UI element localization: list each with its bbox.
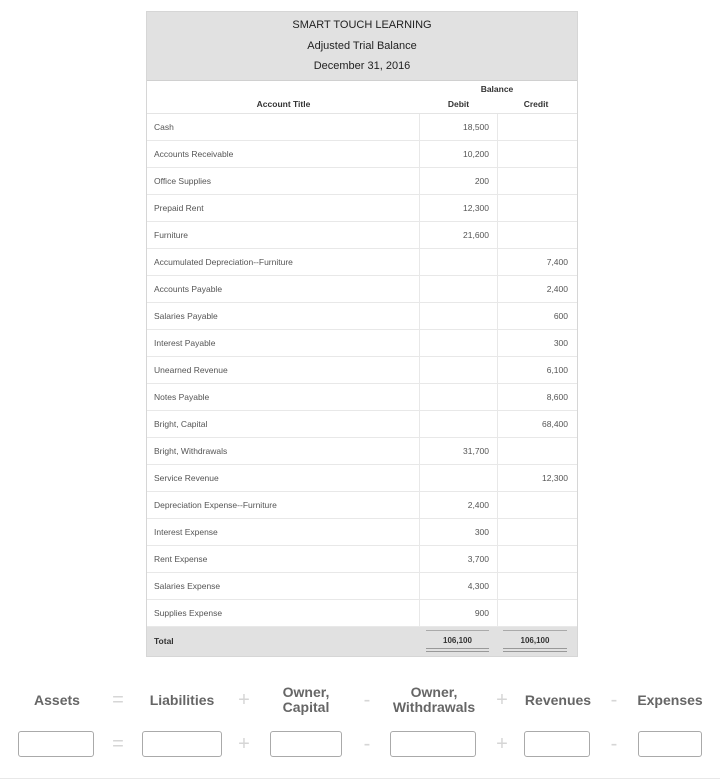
table-row (147, 195, 577, 222)
liabilities-input[interactable] (142, 731, 222, 757)
credit-amount: 12,300 (542, 472, 568, 483)
total-credit: 106,100 (520, 635, 550, 645)
table-row (147, 438, 577, 465)
minus-sign: - (610, 689, 618, 711)
plus-sign: + (238, 733, 250, 755)
credit-amount (498, 438, 576, 464)
owner-withdrawals-label: Owner, Withdrawals (392, 684, 476, 715)
debit-amount (420, 249, 498, 275)
account-name: Accounts Receivable (147, 141, 420, 167)
report-date: December 31, 2016 (313, 60, 411, 72)
balance-header: Balance (480, 83, 514, 94)
account-name: Bright, Capital (147, 411, 420, 437)
assets-label: Assets (34, 692, 80, 708)
account-name: Interest Expense (147, 519, 420, 545)
credit-amount: 7,400 (546, 256, 568, 267)
plus-sign: + (238, 689, 250, 711)
expenses-input[interactable] (638, 731, 702, 757)
debit-amount: 4,300 (420, 573, 498, 599)
table-row (147, 276, 577, 303)
account-name: Rent Expense (147, 546, 420, 572)
table-row (147, 141, 577, 168)
account-name: Supplies Expense (147, 600, 420, 626)
adjusted-trial-balance (146, 11, 578, 657)
table-row (147, 303, 577, 330)
debit-amount: 10,200 (420, 141, 498, 167)
debit-amount: 3,700 (420, 546, 498, 572)
table-row (147, 114, 577, 141)
debit-amount (420, 384, 498, 410)
debit-amount (420, 357, 498, 383)
company-name: SMART TOUCH LEARNING (292, 19, 432, 31)
owner-capital-label: Owner, Capital (282, 684, 330, 715)
account-name: Furniture (147, 222, 420, 248)
account-name: Notes Payable (147, 384, 420, 410)
credit-amount (498, 141, 576, 167)
debit-amount (420, 330, 498, 356)
debit-header: Debit (447, 98, 470, 109)
credit-amount: 8,600 (546, 391, 568, 402)
table-row (147, 411, 577, 438)
table-row (147, 600, 577, 627)
debit-amount: 900 (420, 600, 498, 626)
account-name: Unearned Revenue (147, 357, 420, 383)
minus-sign: - (363, 733, 371, 755)
statement-header (147, 12, 577, 81)
expenses-label: Expenses (637, 692, 703, 708)
credit-amount (498, 519, 576, 545)
credit-amount: 600 (553, 310, 568, 321)
liabilities-label: Liabilities (149, 692, 215, 708)
assets-input[interactable] (18, 731, 94, 757)
credit-amount (498, 222, 576, 248)
account-rows (147, 114, 577, 627)
revenues-label: Revenues (524, 692, 592, 708)
revenues-input[interactable] (524, 731, 590, 757)
account-name: Accumulated Depreciation--Furniture (147, 249, 420, 275)
debit-amount: 300 (420, 519, 498, 545)
debit-amount: 200 (420, 168, 498, 194)
table-row (147, 330, 577, 357)
table-row (147, 384, 577, 411)
table-row (147, 249, 577, 276)
table-row (147, 519, 577, 546)
credit-amount (498, 573, 576, 599)
credit-amount: 68,400 (542, 418, 568, 429)
debit-amount (420, 303, 498, 329)
debit-amount (420, 411, 498, 437)
debit-amount: 31,700 (420, 438, 498, 464)
minus-sign: - (363, 689, 371, 711)
account-name: Depreciation Expense--Furniture (147, 492, 420, 518)
column-headers (147, 81, 577, 114)
debit-amount: 21,600 (420, 222, 498, 248)
total-label: Total (154, 635, 174, 646)
table-row (147, 168, 577, 195)
credit-amount (498, 168, 576, 194)
owner-capital-input[interactable] (270, 731, 342, 757)
debit-amount (420, 465, 498, 491)
report-title: Adjusted Trial Balance (307, 39, 417, 52)
equals-sign: = (112, 689, 124, 711)
credit-amount (498, 114, 576, 140)
table-row (147, 546, 577, 573)
credit-amount: 300 (553, 337, 568, 348)
total-row (147, 627, 577, 656)
credit-amount (498, 546, 576, 572)
table-row (147, 573, 577, 600)
account-name: Prepaid Rent (147, 195, 420, 221)
total-debit: 106,100 (443, 635, 472, 645)
account-name: Salaries Expense (147, 573, 420, 599)
account-name: Service Revenue (147, 465, 420, 491)
table-row (147, 357, 577, 384)
plus-sign: + (496, 689, 508, 711)
minus-sign: - (610, 733, 618, 755)
total-credit-cell (496, 627, 574, 656)
debit-amount: 18,500 (420, 114, 498, 140)
debit-amount (420, 276, 498, 302)
debit-amount: 2,400 (420, 492, 498, 518)
account-name: Office Supplies (147, 168, 420, 194)
debit-amount: 12,300 (420, 195, 498, 221)
account-name: Salaries Payable (147, 303, 420, 329)
credit-header: Credit (523, 98, 549, 109)
credit-amount (498, 195, 576, 221)
table-row (147, 222, 577, 249)
equals-sign: = (112, 733, 124, 755)
account-name: Cash (147, 114, 420, 140)
total-debit-cell (419, 627, 496, 656)
credit-amount: 2,400 (546, 283, 568, 294)
account-name: Bright, Withdrawals (147, 438, 420, 464)
account-name: Interest Payable (147, 330, 420, 356)
credit-amount: 6,100 (546, 364, 568, 375)
credit-amount (498, 492, 576, 518)
owner-withdrawals-input[interactable] (390, 731, 476, 757)
account-name: Accounts Payable (147, 276, 420, 302)
table-row (147, 492, 577, 519)
bottom-divider (0, 778, 720, 779)
account-title-header: Account Title (256, 98, 311, 109)
plus-sign: + (496, 733, 508, 755)
table-row (147, 465, 577, 492)
credit-amount (498, 600, 576, 626)
